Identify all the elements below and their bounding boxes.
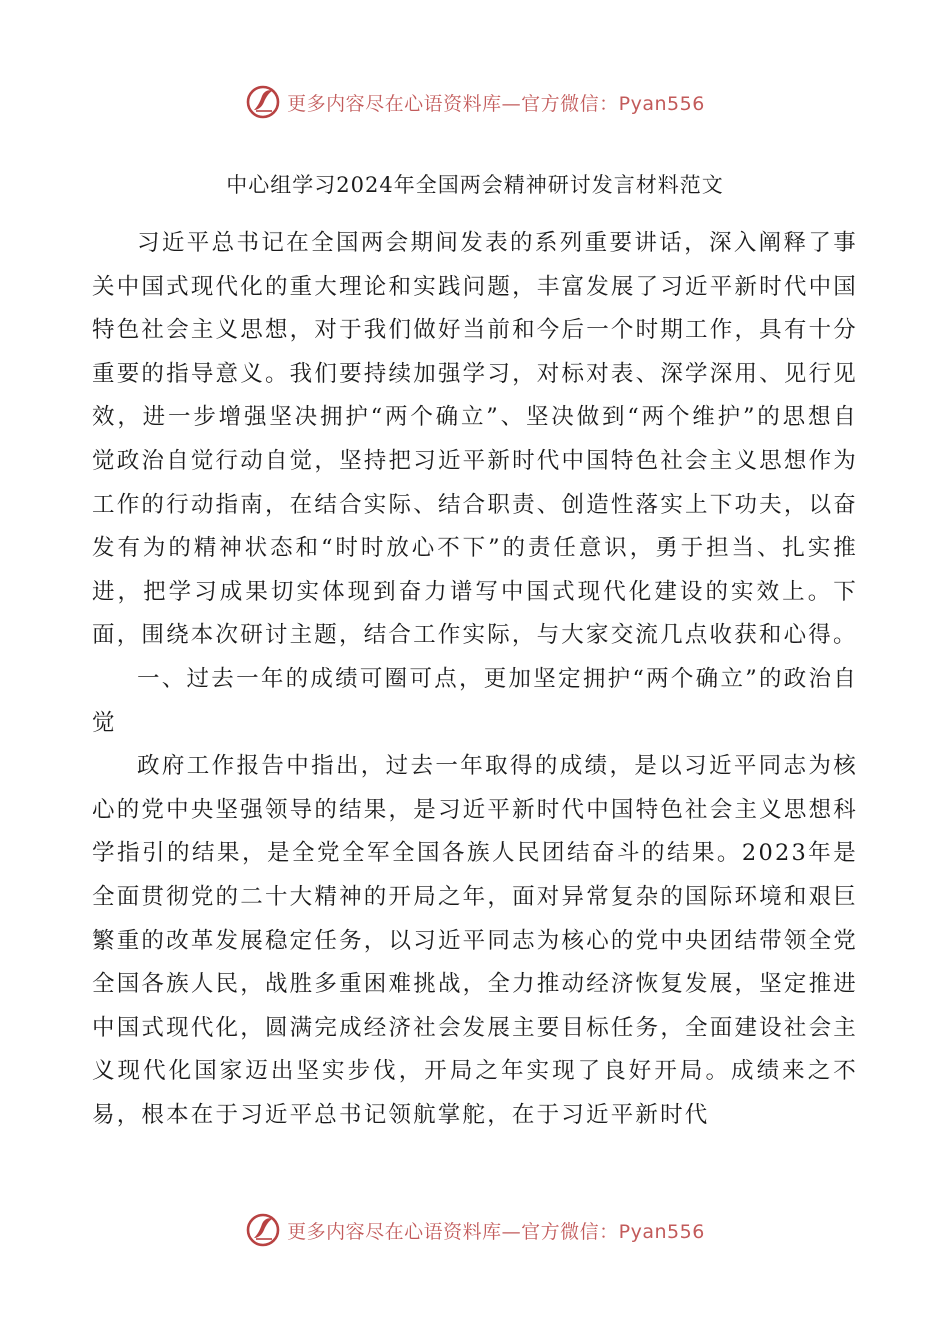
section-heading-1: 一、过去一年的成绩可圈可点，更加坚定拥护“两个确立”的政治自觉 [92, 665, 858, 736]
watermark-handle: Pyan556 [618, 1220, 705, 1243]
paragraph-section-1: 政府工作报告中指出，过去一年取得的成绩，是以习近平同志为核心的党中央坚强领导的结果，是习近平新时代中国特色社会主义思想科学指引的结果，是全党全军全国各族人民团结奋斗的结果。2023年是全面贯彻党的二十大精神的开局之年，面对异常复杂的国际环境和艰巨繁重的改革发展稳定任务，以习近平同志为核心的党中央团结带领全党全国各族人民，战胜多重困难挑战，全力推动经济恢复发展，坚定推进中国式现代化，圆满完成经济社会发展主要目标任务，全面建设社会主义现代化国家迈出坚实步伐，开局之年实现了良好开局。成绩来之不易，根本在于习近平总书记领航掌舵，在于习近平新时代 [92, 753, 858, 1128]
watermark-banner-top [0, 82, 950, 122]
pen-logo-icon [245, 84, 281, 120]
watermark-prefix: 更多内容尽在心语资料库—官方微信： [287, 92, 619, 115]
watermark-text [287, 89, 705, 116]
watermark-handle: Pyan556 [618, 92, 705, 115]
pen-logo-icon [245, 1212, 281, 1248]
document-body [92, 222, 858, 1137]
watermark-text [287, 1217, 705, 1244]
paragraph-intro: 习近平总书记在全国两会期间发表的系列重要讲话，深入阐释了事关中国式现代化的重大理论和实践问题，丰富发展了习近平新时代中国特色社会主义思想，对于我们做好当前和今后一个时期工作，具有十分重要的指导意义。我们要持续加强学习，对标对表、深学深用、见行见效，进一步增强坚决拥护“两个确立”、坚决做到“两个维护”的思想自觉政治自觉行动自觉，坚持把习近平新时代中国特色社会主义思想作为工作的行动指南，在结合实际、结合职责、创造性落实上下功夫，以奋发有为的精神状态和“时时放心不下”的责任意识，勇于担当、扎实推进，把学习成果切实体现到奋力谱写中国式现代化建设的实效上。下面，围绕本次研讨主题，结合工作实际，与大家交流几点收获和心得。 [92, 230, 858, 649]
watermark-banner-bottom [0, 1210, 950, 1250]
watermark-prefix: 更多内容尽在心语资料库—官方微信： [287, 1220, 619, 1243]
document-title: 中心组学习2024年全国两会精神研讨发言材料范文 [226, 173, 724, 197]
